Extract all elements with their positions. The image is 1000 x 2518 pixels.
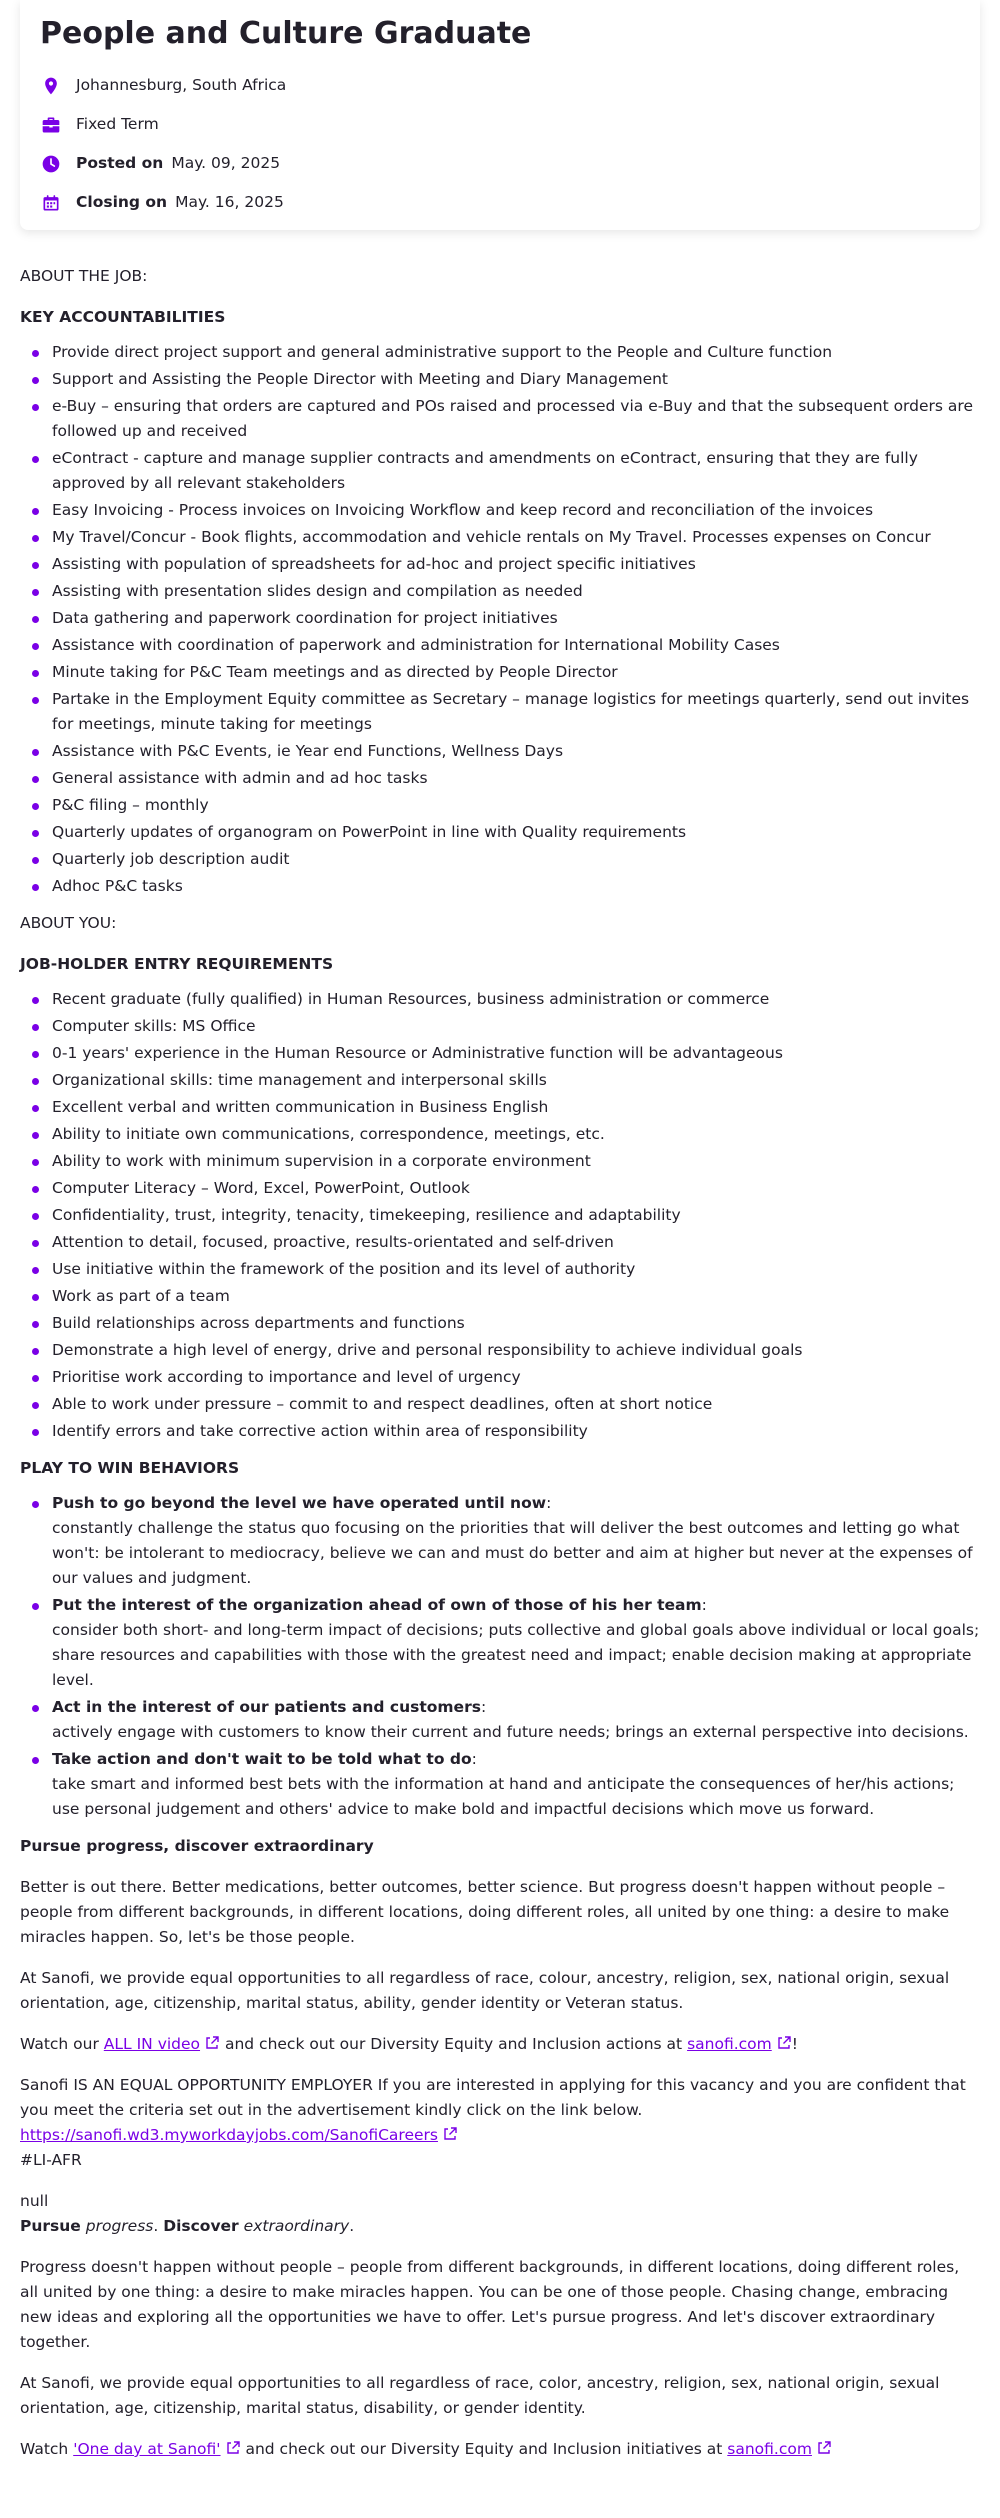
pursue-progress-text: Better is out there. Better medications, better outcomes, better science. But progress doesn't happen without people – people from different backgrounds, in different locations, doing different roles, all united by one thing: a desire to make miracles happen. So, let's be those people. — [20, 1878, 950, 1946]
progress-text: Progress doesn't happen without people – people from different backgrounds, in different locations, doing different roles, all united by one thing: a desire to make miracles happen. You can be one of those people. Chasing change, embracing new ideas and exploring all the opportunities we have to offer. Let's pursue progress. And let's discover extraordinary together. — [20, 2258, 960, 2351]
list-item: Confidentiality, trust, integrity, tenacity, timekeeping, resilience and adaptability — [52, 1203, 980, 1228]
closing-label: Closing on — [76, 193, 168, 211]
clock-icon — [40, 153, 62, 175]
list-item: Able to work under pressure – commit to and respect deadlines, often at short notice — [52, 1392, 980, 1417]
workday-careers-link[interactable]: https://sanofi.wd3.myworkdayjobs.com/SanofiCareers — [20, 2126, 438, 2144]
job-header-card — [20, 0, 980, 230]
all-in-video-link[interactable]: ALL IN video — [103, 2035, 201, 2053]
watch-line-2: Watch 'One day at Sanofi' and check out our Diversity Equity and Inclusion initiatives at sanofi.com — [20, 2437, 980, 2462]
list-item: e-Buy – ensuring that orders are captured and POs raised and processed via e-Buy and that the subsequent orders are followed up and received — [52, 394, 980, 444]
location-text: Johannesburg, South Africa — [76, 76, 287, 94]
list-item: Assistance with P&C Events, ie Year end Functions, Wellness Days — [52, 739, 980, 764]
list-item: eContract - capture and manage supplier contracts and amendments on eContract, ensuring that they are fully approved by all relevant stakeholders — [52, 446, 980, 496]
external-link-icon — [225, 2439, 241, 2455]
job-type-text: Fixed Term — [76, 115, 159, 133]
hashtag: #LI-AFR — [20, 2151, 82, 2169]
null-text: null — [20, 2192, 49, 2210]
list-item: Use initiative within the framework of the position and its level of authority — [52, 1257, 980, 1282]
list-item: Provide direct project support and general administrative support to the People and Culture function — [52, 340, 980, 365]
list-item: Assisting with presentation slides design and compilation as needed — [52, 579, 980, 604]
behavior-title: Act in the interest of our patients and customers — [52, 1698, 481, 1716]
list-item: Assistance with coordination of paperwork and administration for International Mobility Cases — [52, 633, 980, 658]
briefcase-icon — [40, 114, 62, 136]
list-item: Partake in the Employment Equity committee as Secretary – manage logistics for meetings quarterly, send out invites for meetings, minute taking for meetings — [52, 687, 980, 737]
list-item: 0-1 years' experience in the Human Resource or Administrative function will be advantageous — [52, 1041, 980, 1066]
list-item: Build relationships across departments and functions — [52, 1311, 980, 1336]
about-job-heading: ABOUT THE JOB: — [20, 267, 148, 285]
external-link-icon — [442, 2125, 458, 2141]
posted-label: Posted on — [76, 154, 164, 172]
list-item: P&C filing – monthly — [52, 793, 980, 818]
list-item: General assistance with admin and ad hoc tasks — [52, 766, 980, 791]
pursue-progress-heading: Pursue progress, discover extraordinary — [20, 1837, 374, 1855]
list-item: Computer Literacy – Word, Excel, PowerPoint, Outlook — [52, 1176, 980, 1201]
play-to-win-heading: PLAY TO WIN BEHAVIORS — [20, 1459, 240, 1477]
list-item: Adhoc P&C tasks — [52, 874, 980, 899]
watch-line-1: Watch our ALL IN video and check out our Diversity Equity and Inclusion actions at sanofi.com ! — [20, 2035, 798, 2053]
job-type-row — [40, 105, 960, 144]
behavior-item: Take action and don't wait to be told what to do: take smart and informed best bets with the information at hand and anticipate the consequences of her/his actions; use personal judgement and others' advice to make bold and impactful decisions which move us forward. — [52, 1747, 980, 1822]
behavior-description: constantly challenge the status quo focusing on the priorities that will deliver the best outcomes and letting go what won't: be intolerant to mediocracy, believe we can and must do better and aim at higher but never at the expenses of our values and judgment. — [52, 1519, 973, 1587]
list-item: Demonstrate a high level of energy, drive and personal responsibility to achieve individual goals — [52, 1338, 980, 1363]
posted-row — [40, 144, 960, 183]
behavior-description: take smart and informed best bets with the information at hand and anticipate the consequences of her/his actions; use personal judgement and others' advice to make bold and impactful decisions which move us forward. — [52, 1775, 955, 1818]
location-pin-icon — [40, 75, 62, 97]
behavior-title: Push to go beyond the level we have operated until now — [52, 1494, 547, 1512]
closing-row — [40, 183, 960, 222]
behavior-description: actively engage with customers to know their current and future needs; brings an external perspective into decisions. — [52, 1723, 969, 1741]
tagline: Pursue progress. Discover extraordinary. — [20, 2217, 355, 2235]
job-title: People and Culture Graduate — [40, 16, 532, 51]
about-you-heading: ABOUT YOU: — [20, 914, 117, 932]
list-item: Excellent verbal and written communication in Business English — [52, 1095, 980, 1120]
external-link-icon — [204, 2034, 220, 2050]
one-day-at-sanofi-link[interactable]: 'One day at Sanofi' — [73, 2440, 221, 2458]
external-link-icon — [816, 2439, 832, 2455]
list-item: Prioritise work according to importance and level of urgency — [52, 1365, 980, 1390]
behavior-item: Put the interest of the organization ahead of own of those of his her team: consider both short- and long-term impact of decisions; puts collective and global goals above individual or local goals; share resources and capabilities with those with the greatest need and impact; enable decision making at appropriate level. — [52, 1593, 980, 1693]
list-item: Ability to work with minimum supervision in a corporate environment — [52, 1149, 980, 1174]
sanofi-com-link[interactable]: sanofi.com — [687, 2035, 772, 2053]
requirements-heading: JOB-HOLDER ENTRY REQUIREMENTS — [20, 955, 334, 973]
list-item: My Travel/Concur - Book flights, accommodation and vehicle rentals on My Travel. Processes expenses on Concur — [52, 525, 980, 550]
list-item: Assisting with population of spreadsheets for ad-hoc and project specific initiatives — [52, 552, 980, 577]
sanofi-com-link-2[interactable]: sanofi.com — [727, 2440, 812, 2458]
list-item: Recent graduate (fully qualified) in Human Resources, business administration or commerce — [52, 987, 980, 1012]
list-item: Support and Assisting the People Director with Meeting and Diary Management — [52, 367, 980, 392]
list-item: Work as part of a team — [52, 1284, 980, 1309]
job-description — [0, 264, 1000, 2462]
list-item: Minute taking for P&C Team meetings and as directed by People Director — [52, 660, 980, 685]
requirements-list — [20, 987, 980, 1444]
behavior-title: Take action and don't wait to be told what to do — [52, 1750, 472, 1768]
list-item: Data gathering and paperwork coordination for project initiatives — [52, 606, 980, 631]
list-item: Quarterly updates of organogram on PowerPoint in line with Quality requirements — [52, 820, 980, 845]
play-to-win-list — [20, 1491, 980, 1822]
closing-date: May. 16, 2025 — [175, 193, 284, 211]
list-item: Attention to detail, focused, proactive, results-orientated and self-driven — [52, 1230, 980, 1255]
equal-opportunity-text: At Sanofi, we provide equal opportunities to all regardless of race, colour, ancestry, religion, sex, national origin, sexual orientation, age, citizenship, marital status, ability, gender identity or Veteran status. — [20, 1969, 950, 2012]
list-item: Identify errors and take corrective action within area of responsibility — [52, 1419, 980, 1444]
list-item: Easy Invoicing - Process invoices on Invoicing Workflow and keep record and reconciliation of the invoices — [52, 498, 980, 523]
behavior-item: Push to go beyond the level we have operated until now: constantly challenge the status quo focusing on the priorities that will deliver the best outcomes and letting go what won't: be intolerant to mediocracy, believe we can and must do better and aim at higher but never at the expenses of our values and judgment. — [52, 1491, 980, 1591]
behavior-title: Put the interest of the organization ahead of own of those of his her team — [52, 1596, 702, 1614]
list-item: Organizational skills: time management and interpersonal skills — [52, 1068, 980, 1093]
equal-opportunity-text-2: At Sanofi, we provide equal opportunities to all regardless of race, color, ancestry, religion, sex, national origin, sexual orientation, age, citizenship, marital status, disability, or gender identity. — [20, 2374, 940, 2417]
behavior-description: consider both short- and long-term impact of decisions; puts collective and global goals above individual or local goals; share resources and capabilities with those with the greatest need and impact; enable decision making at appropriate level. — [52, 1621, 980, 1689]
key-accountabilities-heading: KEY ACCOUNTABILITIES — [20, 308, 226, 326]
location-row — [40, 66, 960, 105]
key-accountabilities-list — [20, 340, 980, 899]
list-item: Ability to initiate own communications, correspondence, meetings, etc. — [52, 1122, 980, 1147]
external-link-icon — [776, 2034, 792, 2050]
calendar-icon — [40, 192, 62, 214]
list-item: Quarterly job description audit — [52, 847, 980, 872]
posted-date: May. 09, 2025 — [171, 154, 281, 172]
equal-opportunity-employer-text: Sanofi IS AN EQUAL OPPORTUNITY EMPLOYER If you are interested in applying for this vacancy and you are confident that you meet the criteria set out in the advertisement kindly click on the link below. — [20, 2076, 966, 2119]
apply-link-line — [20, 2123, 980, 2148]
behavior-item: Act in the interest of our patients and customers: actively engage with customers to know their current and future needs; brings an external perspective into decisions. — [52, 1695, 980, 1745]
list-item: Computer skills: MS Office — [52, 1014, 980, 1039]
